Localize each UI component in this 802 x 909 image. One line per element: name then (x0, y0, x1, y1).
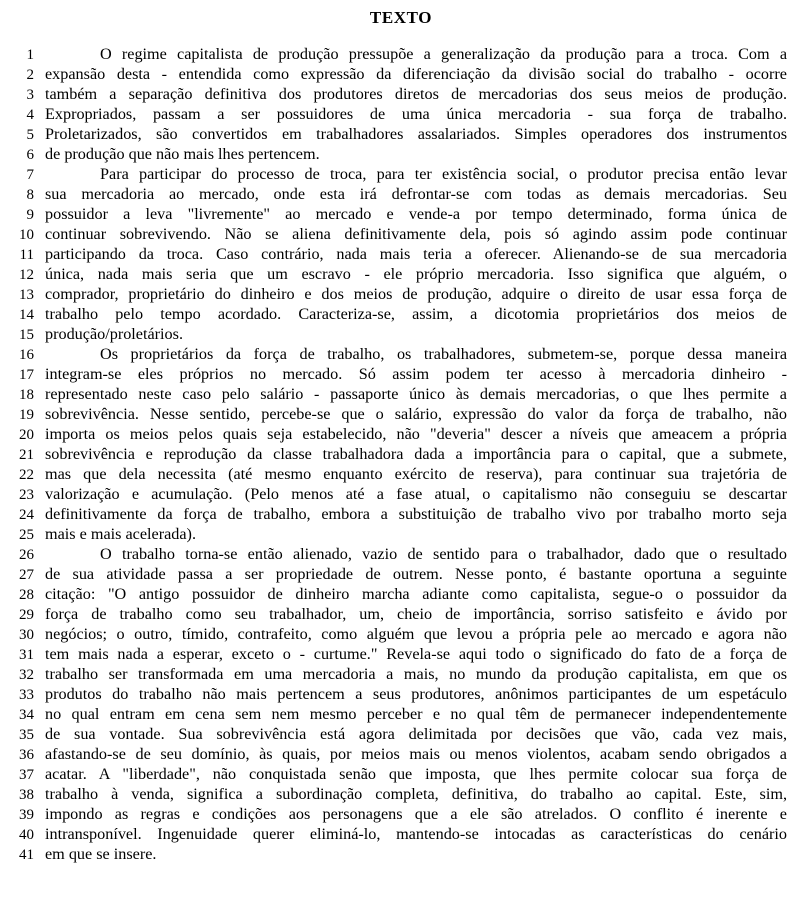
line-text-content: possuidor a leva "livremente" ao mercado e vende-a por tempo determinado, forma única de (45, 205, 787, 223)
line-text-content: citação: "O antigo possuidor de dinheiro marcha adiante como capitalista, segue-o o possuidor da (45, 585, 787, 603)
line-number: 15 (19, 327, 34, 343)
page-title: TEXTO (369, 8, 433, 27)
text-line-row (0, 764, 802, 784)
line-number: 7 (26, 167, 34, 183)
line-text (45, 564, 787, 584)
line-text-content: continuar sobrevivendo. Não se aliena definitivamente dela, pois só agindo assim pode continuar (45, 225, 787, 243)
text-line-row (0, 64, 802, 84)
text-line-row (0, 564, 802, 584)
line-number: 14 (19, 307, 34, 323)
line-text-content: valorização e acumulação. (Pelo menos até a fase atual, o capitalismo não conseguiu se descartar (45, 485, 787, 503)
line-text (45, 404, 787, 424)
text-line-row (0, 464, 802, 484)
line-number: 26 (19, 547, 34, 563)
line-text-content: impondo as regras e condições aos personagens que a ele são atrelados. O conflito é inerente e (45, 805, 787, 823)
line-number: 27 (19, 567, 34, 583)
line-text-content: representado neste caso pelo salário - passaporte único às demais mercadorias, o que lhes permite a (45, 385, 787, 403)
line-text (45, 484, 787, 504)
text-line-row (0, 224, 802, 244)
line-text (45, 804, 787, 824)
line-number: 17 (19, 367, 34, 383)
line-text-content: sua mercadoria ao mercado, onde esta irá defrontar-se com todas as demais mercadorias. Seu (45, 185, 787, 203)
line-text (45, 524, 787, 544)
line-number: 1 (26, 47, 34, 63)
line-text (45, 644, 787, 664)
line-text-content: produção/proletários. (45, 325, 183, 343)
text-line-row (0, 344, 802, 364)
text-line-row (0, 264, 802, 284)
line-text-content: Para participar do processo de troca, para ter existência social, o produtor precisa então levar (100, 165, 787, 183)
line-text (45, 384, 787, 404)
text-line-row (0, 604, 802, 624)
line-number: 10 (19, 227, 34, 243)
line-text-content: trabalho pelo tempo acordado. Caracteriza-se, assim, a dicotomia proprietários dos meios de (45, 305, 787, 323)
line-number: 39 (19, 807, 34, 823)
line-number: 9 (26, 207, 34, 223)
text-line-row (0, 124, 802, 144)
text-line-row (0, 204, 802, 224)
line-text (45, 444, 787, 464)
line-text-content: O trabalho torna-se então alienado, vazio de sentido para o trabalhador, dado que o resultado (100, 545, 787, 563)
line-number: 13 (19, 287, 34, 303)
line-number: 25 (19, 527, 34, 543)
line-text (45, 84, 787, 104)
line-number: 22 (19, 467, 34, 483)
line-number: 32 (19, 667, 34, 683)
line-text-content: produtos do trabalho não mais pertencem a seus produtores, anônimos participantes de um espetáculo (45, 685, 787, 703)
text-line-row (0, 84, 802, 104)
line-text (45, 304, 787, 324)
line-text (45, 104, 787, 124)
line-text (45, 424, 787, 444)
text-line-row (0, 624, 802, 644)
line-text-content: definitivamente da força de trabalho, embora a substituição de trabalho vivo por trabalho morto seja (45, 505, 787, 523)
text-line-row (0, 384, 802, 404)
line-text-content: de sua atividade passa a ser propriedade de outrem. Nesse ponto, é bastante oportuna a seguinte (45, 565, 787, 583)
line-text-content: participando da troca. Caso contrário, nada mais teria a oferecer. Alienando-se de sua mercadoria (45, 245, 787, 263)
line-text-content: O regime capitalista de produção pressupõe a generalização da produção para a troca. Com a (100, 45, 787, 63)
line-text (45, 544, 787, 564)
line-number: 5 (26, 127, 34, 143)
line-number: 18 (19, 387, 34, 403)
text-line-row (0, 584, 802, 604)
line-text-content: única, nada mais seria que um escravo - ele próprio mercadoria. Isso significa que alguém, o (45, 265, 787, 283)
line-text-content: expansão desta - entendida como expressão da diferenciação da divisão social do trabalho - ocorre (45, 65, 787, 83)
line-text (45, 124, 787, 144)
text-line-row (0, 164, 802, 184)
text-line-row (0, 104, 802, 124)
line-text (45, 724, 787, 744)
text-line-row (0, 504, 802, 524)
text-line-row (0, 844, 802, 864)
line-text (45, 284, 787, 304)
line-text-content: acatar. A "liberdade", não conquistada senão que imposta, que lhes permite colocar sua força de (45, 765, 787, 783)
line-text-content: Proletarizados, são convertidos em trabalhadores assalariados. Simples operadores dos instrumentos (45, 125, 787, 143)
line-number: 16 (19, 347, 34, 363)
line-text-content: Os proprietários da força de trabalho, os trabalhadores, submetem-se, porque dessa maneira (100, 345, 787, 363)
line-text-content: em que se insere. (45, 845, 157, 863)
line-text (45, 704, 787, 724)
text-line-row (0, 244, 802, 264)
line-text-content: também a separação definitiva dos produtores diretos de mercadorias dos seus meios de produção. (45, 85, 787, 103)
text-line-row (0, 804, 802, 824)
text-line-row (0, 784, 802, 804)
line-number: 23 (19, 487, 34, 503)
line-text-content: Expropriados, passam a ser possuidores de uma única mercadoria - sua força de trabalho. (45, 105, 787, 123)
line-text-content: intransponível. Ingenuidade querer eliminá-lo, mantendo-se intocadas as características do cenário (45, 825, 787, 843)
line-text (45, 224, 787, 244)
text-line-row (0, 744, 802, 764)
line-number: 34 (19, 707, 34, 723)
line-text (45, 684, 787, 704)
line-text-content: força de trabalho como seu trabalhador, um, cheio de importância, sorriso satisfeito e ávido por (45, 605, 787, 623)
line-text-content: mas que dela necessita (até mesmo enquanto exército de reserva), para continuar sua trajetória de (45, 465, 787, 483)
line-text (45, 504, 787, 524)
text-line-row (0, 524, 802, 544)
line-number: 33 (19, 687, 34, 703)
text-line-row (0, 184, 802, 204)
text-line-row (0, 364, 802, 384)
line-text (45, 144, 787, 164)
text-line-row (0, 704, 802, 724)
text-line-row (0, 664, 802, 684)
line-text-content: comprador, proprietário do dinheiro e dos meios de produção, adquire o direito de usar essa força de (45, 285, 787, 303)
line-text (45, 744, 787, 764)
line-number: 3 (26, 87, 34, 103)
line-text (45, 344, 787, 364)
line-text (45, 824, 787, 844)
line-text (45, 184, 787, 204)
line-text-content: mais e mais acelerada). (45, 525, 196, 543)
line-text (45, 324, 787, 344)
line-text (45, 164, 787, 184)
line-number: 24 (19, 507, 34, 523)
line-text-content: trabalho à venda, significa a subordinação completa, definitiva, do trabalho ao capital. Este, sim, (45, 785, 787, 803)
line-number: 37 (19, 767, 34, 783)
line-number: 36 (19, 747, 34, 763)
text-line-row (0, 544, 802, 564)
line-number: 31 (19, 647, 34, 663)
line-number: 4 (26, 107, 34, 123)
line-text (45, 584, 787, 604)
line-text-content: tem mais nada a esperar, exceto o - curtume." Revela-se aqui todo o significado do fato de a força de (45, 645, 787, 663)
line-text-content: sobrevivência. Nesse sentido, percebe-se que o salário, expressão do valor da força de trabalho, não (45, 405, 787, 423)
line-number: 12 (19, 267, 34, 283)
line-text-content: afastando-se de seu domínio, às quais, por meios mais ou menos violentos, acabam sendo obrigados a (45, 745, 787, 763)
text-line-row (0, 284, 802, 304)
line-text (45, 264, 787, 284)
line-text (45, 844, 787, 864)
line-text-content: integram-se eles próprios no mercado. Só assim podem ter acesso à mercadoria dinheiro - (45, 365, 787, 383)
line-number: 40 (19, 827, 34, 843)
text-line-row (0, 824, 802, 844)
line-text-content: negócios; o outro, tímido, contrafeito, como alguém que levou a própria pele ao mercado e agora não (45, 625, 787, 643)
line-number: 29 (19, 607, 34, 623)
text-line-row (0, 684, 802, 704)
line-text (45, 624, 787, 644)
line-number: 2 (26, 67, 34, 83)
line-text (45, 44, 787, 64)
line-number: 11 (19, 247, 34, 263)
line-text-content: trabalho ser transformada em uma mercadoria a mais, no mundo da produção capitalista, em que os (45, 665, 787, 683)
text-line-row (0, 724, 802, 744)
text-line-row (0, 44, 802, 64)
line-text-content: no qual entram em cena sem nem mesmo perceber e no qual têm de permanecer independentemente (45, 705, 787, 723)
line-text (45, 464, 787, 484)
line-text (45, 64, 787, 84)
line-text (45, 204, 787, 224)
line-text (45, 244, 787, 264)
line-text-content: de sua vontade. Sua sobrevivência está agora delimitada por decisões que vão, cada vez mais, (45, 725, 787, 743)
line-text-content: de produção que não mais lhes pertencem. (45, 145, 320, 163)
line-text (45, 664, 787, 684)
text-line-row (0, 304, 802, 324)
line-text-content: sobrevivência e reprodução da classe trabalhadora dada a importância para o capital, que a submete, (45, 445, 787, 463)
line-text (45, 364, 787, 384)
line-number: 6 (26, 147, 34, 163)
line-number: 19 (19, 407, 34, 423)
line-text (45, 764, 787, 784)
line-text-content: importa os meios pelos quais seja estabelecido, não "deveria" descer a níveis que ameacem a própria (45, 425, 787, 443)
text-line-row (0, 484, 802, 504)
line-number: 21 (19, 447, 34, 463)
line-number: 41 (19, 847, 34, 863)
line-text (45, 604, 787, 624)
line-number: 35 (19, 727, 34, 743)
text-line-row (0, 404, 802, 424)
line-number: 30 (19, 627, 34, 643)
text-line-row (0, 324, 802, 344)
line-number: 38 (19, 787, 34, 803)
line-text (45, 784, 787, 804)
line-number: 8 (26, 187, 34, 203)
text-line-row (0, 144, 802, 164)
numbered-text-body (0, 44, 802, 864)
line-number: 20 (19, 427, 34, 443)
text-line-row (0, 644, 802, 664)
text-line-row (0, 424, 802, 444)
text-line-row (0, 444, 802, 464)
line-number: 28 (19, 587, 34, 603)
